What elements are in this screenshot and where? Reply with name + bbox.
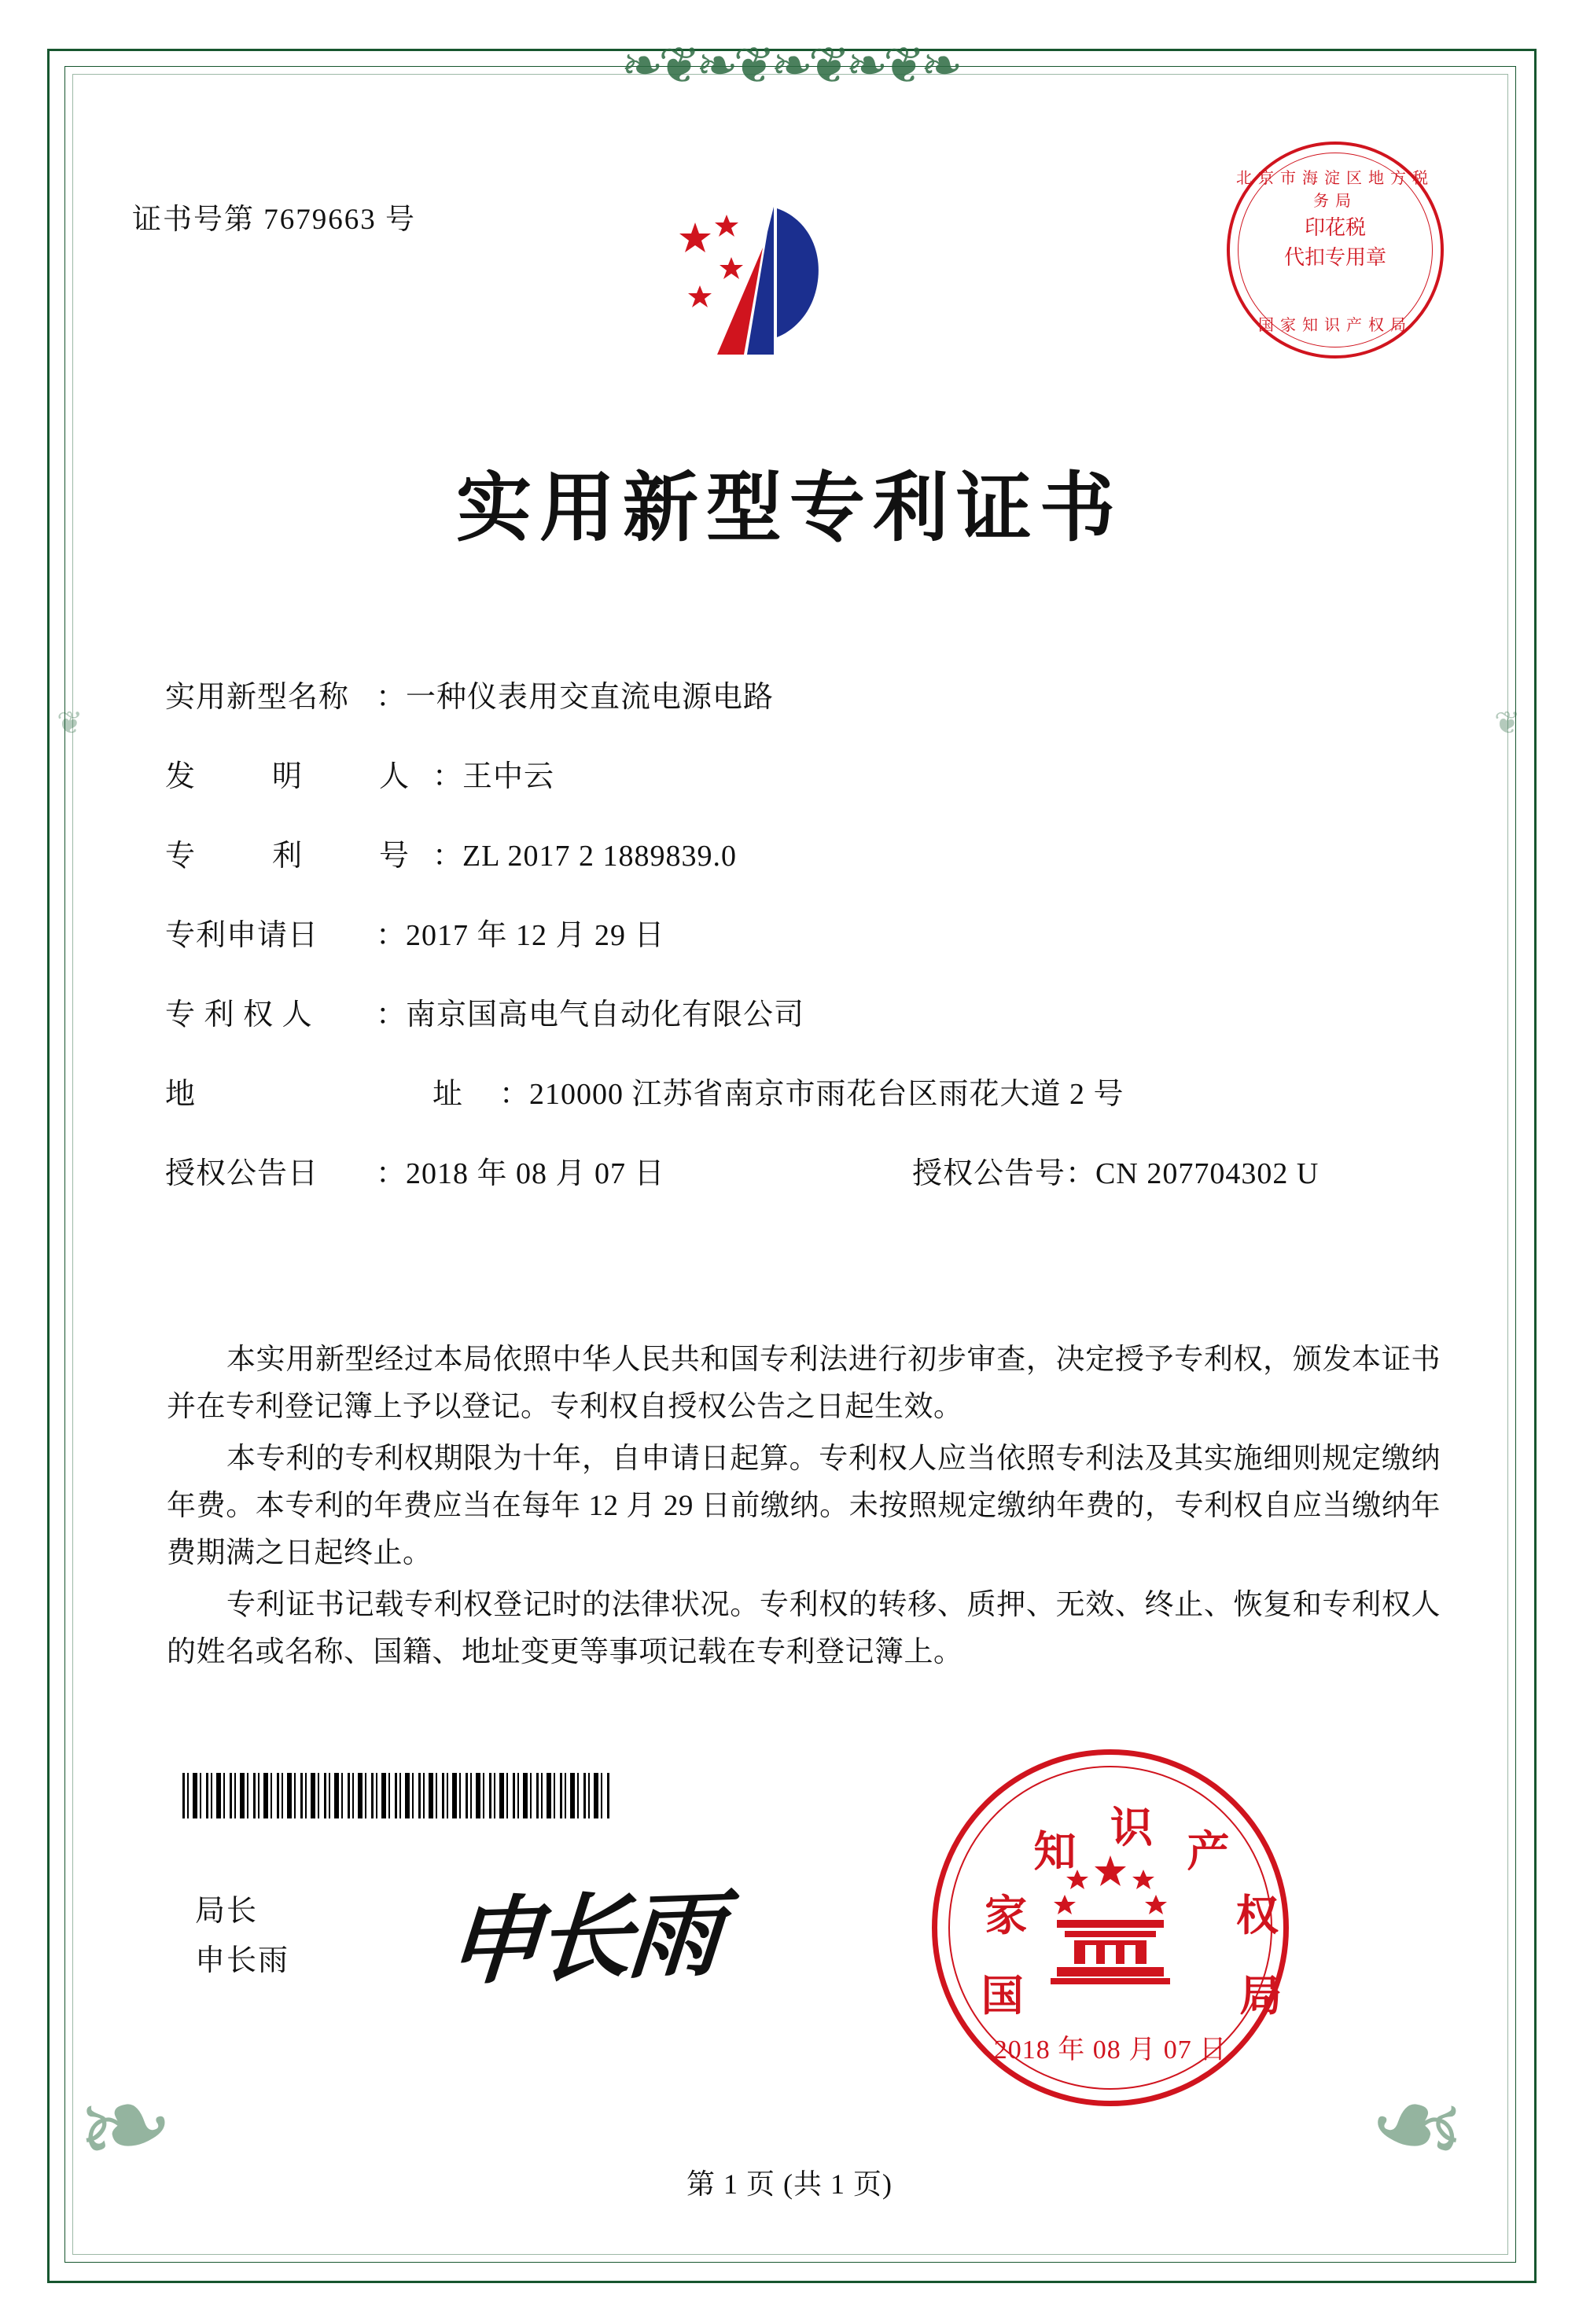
ornament-side-left-icon: ❦ (57, 705, 83, 741)
field-label: 专利申请日 (165, 919, 319, 952)
grant-date-value: 2018 年 08 月 07 日 (406, 1157, 665, 1190)
cnipa-logo-icon (659, 200, 856, 370)
tax-stamp-middle (1230, 214, 1441, 273)
ornament-bottom-right-icon: ❧ (1356, 2050, 1478, 2203)
seal-ring-char: 局 (1239, 1969, 1283, 2021)
grant-date-label: 授权公告日 (165, 1157, 319, 1190)
paragraph: 专利证书记载专利权登记时的法律状况。专利权的转移、质押、无效、终止、恢复和专利权人的姓名或名称、国籍、地址变更等事项记载在专利登记簿上。 (167, 1588, 1441, 1668)
field-colon: ： (432, 760, 463, 793)
field-value: 210000 江苏省南京市雨花台区雨花大道 2 号 (529, 1078, 1124, 1111)
field-label: 专 利 权 人 (165, 998, 313, 1031)
field-row-inventor (165, 752, 1455, 831)
field-colon: ： (432, 840, 463, 873)
seal-date: 2018 年 08 月 07 日 (993, 2035, 1227, 2065)
grant-number-value: CN 207704302 U (1095, 1157, 1320, 1190)
signature-role: 局长 (195, 1895, 259, 1928)
tax-stamp-line2: 代扣专用章 (1283, 245, 1386, 270)
signature-block (195, 1887, 289, 1985)
ornament-top-icon: ❧❦❧❦❧❦❧❦❧ (620, 37, 959, 95)
grant-number-label: 授权公告号 (912, 1157, 1066, 1190)
field-label: 实用新型名称 (165, 681, 350, 714)
field-colon: ： (499, 1078, 530, 1111)
barcode (182, 1773, 611, 1818)
seal-ring-char: 产 (1187, 1826, 1230, 1877)
ornament-bottom-left-icon: ❧ (64, 2050, 186, 2203)
field-colon: ： (376, 681, 407, 714)
field-row-grant (165, 1149, 1455, 1228)
official-seal (932, 1749, 1289, 2106)
national-emblem-icon (1033, 1852, 1187, 1986)
seal-ring-char: 知 (1033, 1826, 1077, 1877)
tax-stamp-arc-top: 北京市海淀区地方税务局 (1236, 168, 1434, 210)
tax-stamp-line1: 印花税 (1304, 216, 1366, 240)
field-label: 地 址 (165, 1078, 500, 1111)
seal-ring-char: 权 (1235, 1889, 1279, 1940)
legal-text-block (167, 1337, 1441, 1681)
paragraph: 本实用新型经过本局依照中华人民共和国专利法进行初步审查，决定授予专利权，颁发本证书并在专利登记簿上予以登记。专利权自授权公告之日起生效。 (167, 1344, 1441, 1423)
signature-name: 申长雨 (195, 1943, 290, 1977)
grant-number-group (912, 1149, 1319, 1192)
field-row-application-date (165, 910, 1455, 990)
field-row-patentee (165, 990, 1455, 1069)
field-row-address (165, 1069, 1455, 1149)
field-colon: ： (376, 1157, 407, 1190)
field-value: 2017 年 12 月 29 日 (406, 919, 665, 952)
field-colon: ： (376, 998, 407, 1031)
page-title: 实用新型专利证书 (456, 466, 1123, 550)
field-label: 专 利 号 (165, 840, 433, 873)
seal-ring-char: 识 (1110, 1802, 1153, 1852)
signature-handwriting: 申长雨 (443, 1878, 721, 1999)
field-row-patent-number (165, 831, 1455, 910)
field-list (165, 672, 1455, 1228)
field-row-name (165, 672, 1455, 752)
field-colon: ： (1066, 1157, 1096, 1190)
seal-ring-char: 家 (985, 1889, 1028, 1940)
field-label: 发 明 人 (165, 760, 433, 793)
field-value: 南京国高电气自动化有限公司 (406, 998, 805, 1031)
field-colon: ： (376, 919, 407, 952)
certificate-number: 证书号第 7679663 号 (132, 204, 416, 236)
seal-ring-char: 国 (981, 1969, 1024, 2021)
tax-stamp-seal (1227, 142, 1444, 359)
tax-stamp-arc-bottom: 国家知识产权局 (1258, 315, 1412, 334)
ornament-side-right-icon: ❦ (1494, 705, 1521, 741)
field-value: 王中云 (462, 760, 555, 793)
page-footer: 第 1 页 (共 1 页) (686, 2168, 893, 2200)
field-value: 一种仪表用交直流电源电路 (406, 681, 775, 714)
field-value: ZL 2017 2 1889839.0 (462, 840, 738, 873)
paragraph: 本专利的专利权期限为十年，自申请日起算。专利权人应当依照专利法及其实施细则规定缴纳年费。本专利的年费应当在每年 12 月 29 日前缴纳。未按照规定缴纳年费的，专利权自应当缴纳年费期满之日起终止。 (167, 1442, 1441, 1569)
